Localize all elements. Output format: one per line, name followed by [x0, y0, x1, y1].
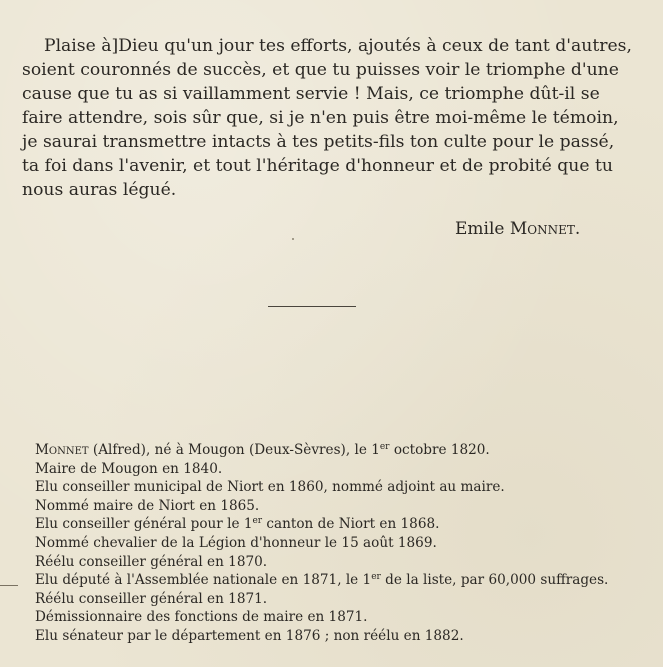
- biography-line: Nommé chevalier de la Légion d'honneur le 15 août 1869.: [35, 534, 437, 551]
- biography-text: Elu conseiller général pour le 1: [35, 516, 253, 533]
- ordinal-superscript: er: [379, 442, 390, 452]
- letter-line: Plaise à]Dieu qu'un jour tes efforts, ajoutés à ceux de tant d'autres,: [44, 36, 632, 56]
- letter-line: soient couronnés de succès, et que tu puisses voir le triomphe d'une: [22, 60, 619, 80]
- biography-text: de la liste, par 60,000 suffrages.: [380, 572, 609, 589]
- letter-line: cause que tu as si vaillamment servie ! Mais, ce triomphe dût-il se: [22, 84, 600, 104]
- biography-text: Elu député à l'Assemblée nationale en 1871, le 1: [35, 572, 372, 589]
- letter-line: ta foi dans l'avenir, et tout l'héritage d'honneur et de probité que tu: [22, 156, 613, 176]
- ordinal-superscript: er: [371, 572, 381, 583]
- biography-text: canton de Niort en 1868.: [262, 516, 440, 533]
- letter-line: je saurai transmettre intacts à tes petits-fils ton culte pour le passé,: [22, 132, 615, 152]
- biography-block: [35, 441, 650, 646]
- letter-line: nous auras légué.: [22, 180, 177, 200]
- biography-line: Elu conseiller municipal de Niort en 1860, nommé adjoint au maire.: [35, 479, 505, 496]
- ink-speck: [292, 238, 294, 240]
- biography-line: [35, 571, 650, 590]
- letter-line: faire attendre, sois sûr que, si je n'en puis être moi-même le témoin,: [22, 108, 619, 128]
- biography-line: Elu sénateur par le département en 1876 ; non réélu en 1882.: [35, 627, 464, 644]
- letter-paragraph: [22, 34, 642, 202]
- biography-line: [35, 441, 650, 460]
- signature-last-name: Monnet.: [509, 219, 581, 239]
- biography-text: octobre 1820.: [389, 442, 490, 458]
- biography-text: (Alfred), né à Mougon (Deux-Sèvres), le 1: [88, 442, 380, 458]
- letter-signature: [455, 219, 580, 239]
- biography-line: [35, 515, 650, 534]
- margin-mark: [0, 585, 18, 586]
- ordinal-superscript: er: [252, 516, 263, 527]
- biography-line: Maire de Mougon en 1840.: [35, 460, 223, 477]
- section-divider: [268, 306, 356, 307]
- biography-line: Réélu conseiller général en 1871.: [35, 590, 268, 607]
- biography-line: Nommé maire de Niort en 1865.: [35, 497, 260, 514]
- biography-name: Monnet: [35, 442, 89, 458]
- biography-line: Démissionnaire des fonctions de maire en 1871.: [35, 609, 368, 626]
- signature-first-name: Emile: [455, 219, 505, 239]
- biography-line: Réélu conseiller général en 1870.: [35, 553, 268, 570]
